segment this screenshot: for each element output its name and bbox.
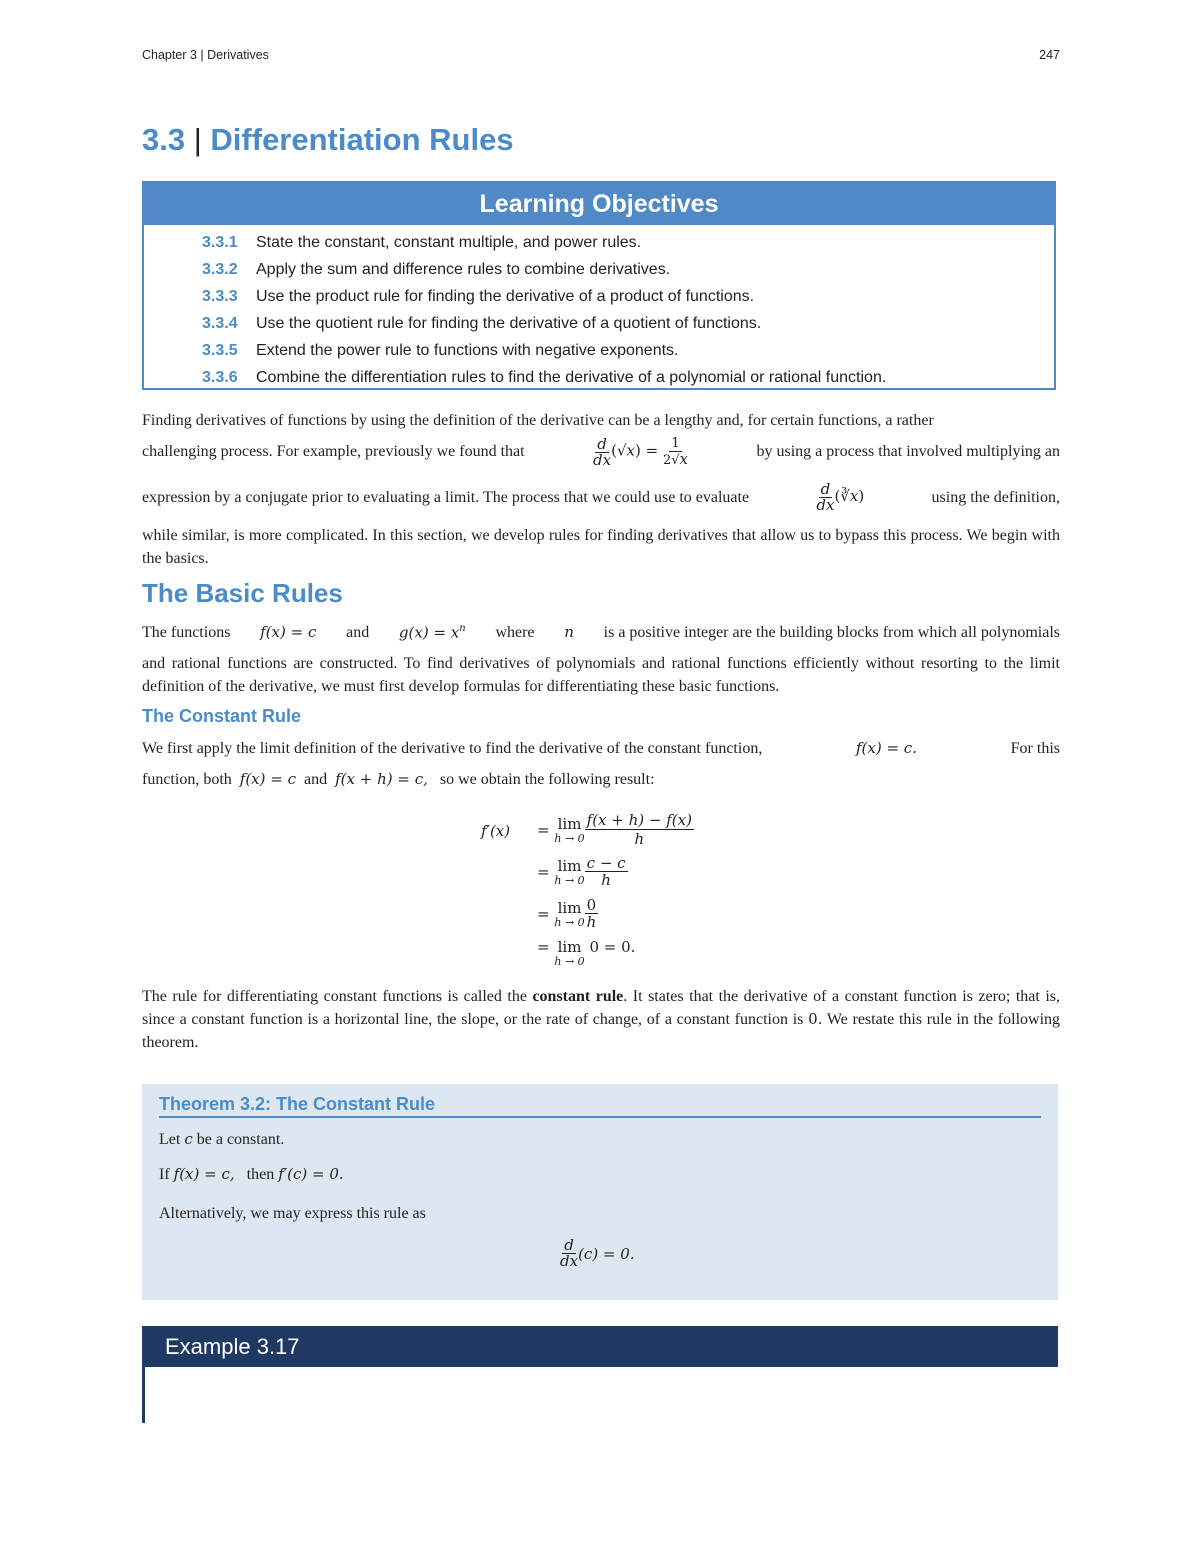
basic-rules-line-1 (142, 623, 1060, 642)
intro-line-1: Finding derivatives of functions by using the definition of the derivative can be a lengthy and, for certain functions, a rather (142, 412, 934, 429)
example-left-rule (142, 1367, 145, 1423)
objective-number: 3.3.1 (202, 234, 238, 251)
power-function-base: g(x) = x (398, 623, 460, 642)
basic-text: where (495, 624, 535, 642)
basic-text: and (346, 624, 370, 642)
basic-rules-heading: The Basic Rules (142, 578, 343, 608)
objective-item (202, 310, 1054, 337)
power-exponent: n (459, 623, 466, 634)
section-number: 3.3 (142, 122, 186, 157)
intro-line-3-start: expression by a conjugate prior to evaluating a limit. The process that we could use to evaluate (142, 488, 750, 506)
constant-rule-line-2 (142, 770, 1060, 789)
constant-rule-heading: The Constant Rule (142, 706, 302, 726)
intro-line-2-end: by using a process that involved multiplying an (756, 443, 1060, 460)
fx-equals-c-math: f(x) = c (239, 770, 296, 788)
intro-line-2-start: challenging process. For example, previously we found that (142, 443, 525, 460)
objective-number: 3.3.5 (202, 342, 238, 359)
constant-text: so we obtain the following result: (439, 771, 655, 788)
objective-text: Use the quotient rule for finding the derivative of a quotient of functions. (256, 315, 762, 332)
theorem-formula: $\frac{d}{dx}$ (c) = 0. (560, 1236, 635, 1270)
basic-text: is a positive integer are the building blocks from which all polynomials (603, 624, 1060, 642)
constant-rule-term: constant rule (532, 988, 624, 1005)
constant-rule-explanation: The rule for differentiating constant functions is called the constant rule. It states that the derivative of a constant function is zero; that is, since a constant function is a horizontal line, the slope, or the rate of change, of a constant function is 0. We restate this rule in the following theorem. (142, 988, 1061, 1051)
objective-item (202, 229, 1054, 256)
example-header (142, 1326, 1058, 1367)
section-separator: | (193, 122, 202, 157)
objective-item (202, 283, 1054, 310)
theorem-let-line: Let c be a constant. (159, 1130, 285, 1148)
power-function-math (399, 623, 466, 642)
intro-line-3 (142, 482, 1060, 513)
objective-number: 3.3.6 (202, 369, 238, 386)
objective-number: 3.3.2 (202, 261, 238, 278)
objective-text: Apply the sum and difference rules to combine derivatives. (256, 261, 671, 278)
derivation-step-3: = lim h → 0 $\frac{0}{h}$ (537, 896, 597, 931)
basic-rules-paragraph-rest: and rational functions are constructed. To find derivatives of polynomials and rational functions efficiently without resorting to the limit definition of the derivative, we must first develop formulas for differentiating these basic functions. (142, 655, 1060, 695)
theorem-title: Theorem 3.2: The Constant Rule (159, 1094, 1041, 1118)
objectives-list (144, 225, 1054, 391)
intro-line-2 (142, 436, 1060, 468)
cube-root-derivative-formula: $\frac{d}{dx}$ (∛x) (816, 480, 865, 514)
theorem-alt-line: Alternatively, we may express this rule as (159, 1205, 426, 1222)
objective-item (202, 364, 1054, 391)
constant-text: For this (1010, 740, 1060, 757)
section-title (142, 122, 514, 158)
learning-objectives-box (142, 181, 1056, 390)
n-math: n (564, 623, 574, 642)
objective-number: 3.3.3 (202, 288, 238, 305)
derivation-step-1: = lim h → 0 $\frac{f(x + h) - f(x)}{h}$ (537, 811, 692, 848)
sqrt-derivative-formula: $\frac{d}{dx}$ (√x) = $\frac{1}{2√x}$ (593, 434, 688, 469)
constant-rule-line-1 (142, 739, 1060, 758)
derivation-step-2: = lim h → 0 $\frac{c - c}{h}$ (537, 854, 626, 889)
objective-item (202, 256, 1054, 283)
constant-text: function, both (142, 771, 232, 788)
objective-text: Extend the power rule to functions with negative exponents. (256, 342, 679, 359)
example-title: Example 3.17 (165, 1334, 300, 1359)
objective-item (202, 337, 1054, 364)
objective-number: 3.3.4 (202, 315, 238, 332)
intro-line-4: while similar, is more complicated. In this section, we develop rules for finding derivatives that allow us to bypass this process. We begin with the basics. (142, 527, 1060, 567)
objective-text: State the constant, constant multiple, and power rules. (256, 234, 642, 251)
page-number: 247 (1039, 48, 1060, 62)
fxh-equals-c-math: f(x + h) = c, (335, 770, 428, 788)
theorem-if-line: If f(x) = c, then f′(c) = 0. (159, 1165, 344, 1183)
basic-text: The functions (142, 624, 231, 642)
chapter-label: Chapter 3 | Derivatives (142, 48, 269, 62)
constant-function-math: f(x) = c. (855, 739, 917, 757)
objective-text: Combine the differentiation rules to find the derivative of a polynomial or rational function. (256, 369, 887, 386)
objective-text: Use the product rule for finding the derivative of a product of functions. (256, 288, 755, 305)
section-name: Differentiation Rules (210, 122, 514, 157)
running-head (142, 48, 1060, 62)
derivation-step-4: = lim h → 0 0 = 0. (537, 938, 636, 968)
intro-line-3-end: using the definition, (931, 488, 1060, 506)
constant-text: and (304, 771, 328, 788)
constant-text: We first apply the limit definition of the derivative to find the derivative of the constant function, (142, 740, 763, 757)
constant-function-math: f(x) = c (260, 623, 317, 642)
learning-objectives-heading: Learning Objectives (144, 183, 1054, 225)
derivation-lhs: f′(x) (481, 822, 511, 840)
